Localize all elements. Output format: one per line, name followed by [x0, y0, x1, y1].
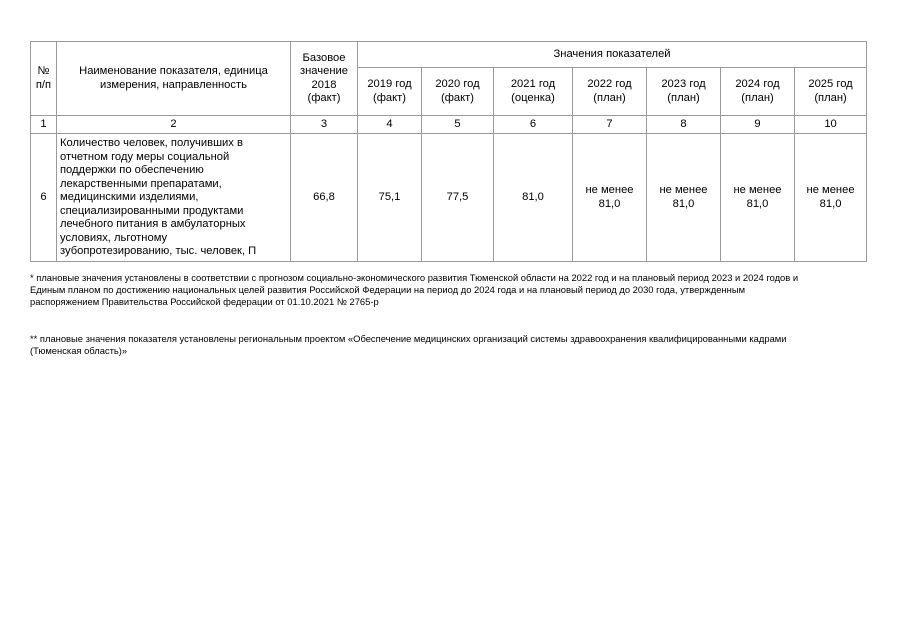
header-year-2024: 2024 год (план)	[721, 68, 795, 116]
row-value-2025: не менее 81,0	[795, 134, 867, 262]
header-year-2023: 2023 год (план)	[647, 68, 721, 116]
indicators-table	[30, 41, 867, 262]
header-base: Базовое значение 2018 (факт)	[291, 42, 358, 116]
row-value-2021: 81,0	[494, 134, 573, 262]
header-year-2025: 2025 год (план)	[795, 68, 867, 116]
row-indicator-name: Количество человек, получивших в отчетном году меры социальной поддержки по обеспечению лекарственными препаратами, медицинскими изделиями, специализированными продуктами лечебного питания в амбулаторных условиях, льготному зубопротезированию, тыс. человек, П	[57, 134, 291, 262]
header-name: Наименование показателя, единица измерения, направленность	[57, 42, 291, 116]
column-number: 6	[494, 116, 573, 134]
column-number: 2	[57, 116, 291, 134]
column-numbers-row	[31, 116, 867, 134]
row-value-2020: 77,5	[422, 134, 494, 262]
column-number: 1	[31, 116, 57, 134]
header-num: № п/п	[31, 42, 57, 116]
row-value-2023: не менее 81,0	[647, 134, 721, 262]
row-value-2024: не менее 81,0	[721, 134, 795, 262]
header-year-2019: 2019 год (факт)	[358, 68, 422, 116]
header-row-top	[31, 42, 867, 68]
column-number: 10	[795, 116, 867, 134]
table-row	[31, 134, 867, 262]
column-number: 3	[291, 116, 358, 134]
column-number: 8	[647, 116, 721, 134]
row-value-2022: не менее 81,0	[573, 134, 647, 262]
column-number: 7	[573, 116, 647, 134]
footnote-regional-project: ** плановые значения показателя установлены региональным проектом «Обеспечение медицинских организаций системы здравоохранения квалифицированными кадрами (Тюменская область)»	[30, 333, 787, 356]
column-number: 4	[358, 116, 422, 134]
row-value-2019: 75,1	[358, 134, 422, 262]
column-number: 5	[422, 116, 494, 134]
header-year-2020: 2020 год (факт)	[422, 68, 494, 116]
column-number: 9	[721, 116, 795, 134]
footnote-plan-forecast: * плановые значения установлены в соответствии с прогнозом социально-экономического развития Тюменской области на 2022 год и на плановый период 2023 и 2024 годов и Единым планом по достижению национальных целей развития Российской Федерации на период до 2024 года и на плановый период до 2030 года, утвержденным распоряжением Правительства Российской федерации от 01.10.2021 № 2765-р	[30, 272, 799, 307]
row-num: 6	[31, 134, 57, 262]
row-base-value: 66,8	[291, 134, 358, 262]
header-values-group: Значения показателей	[358, 42, 867, 68]
header-year-2021: 2021 год (оценка)	[494, 68, 573, 116]
header-year-2022: 2022 год (план)	[573, 68, 647, 116]
